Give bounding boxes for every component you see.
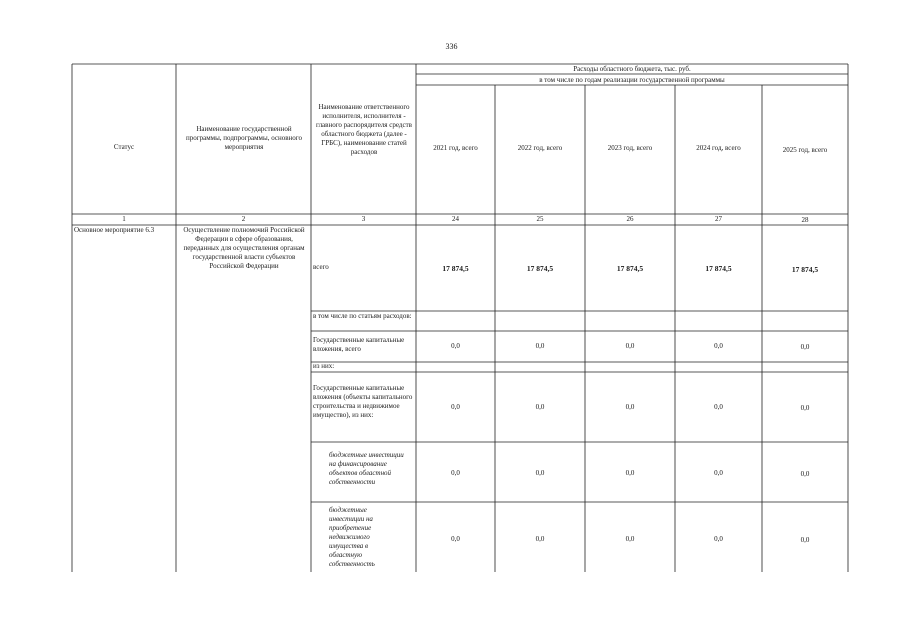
row-value-total: 17 874,5 <box>442 264 469 273</box>
header-year-2025: 2025 год, всего <box>782 146 828 154</box>
row-value-capital-investments: 0,0 <box>625 342 635 350</box>
row-value-investment-acquisition: 0,0 <box>535 535 545 543</box>
header-by-years: в том числе по годам реализации государственной программы <box>539 76 725 84</box>
row-value-capital-investments: 0,0 <box>535 342 545 350</box>
row-value-capital-construction: 0,0 <box>800 404 810 412</box>
row-value-capital-construction: 0,0 <box>714 403 723 411</box>
header-year-2023: 2023 год, всего <box>607 144 653 152</box>
header-year-2022: 2022 год, всего <box>517 144 563 152</box>
row-value-capital-construction: 0,0 <box>451 403 460 411</box>
row-value-capital-construction: 0,0 <box>535 403 545 411</box>
header-program-name: Наименование государственной программы, подпрограммы, основного мероприятия <box>186 125 302 151</box>
row-value-capital-investments: 0,0 <box>714 342 723 350</box>
row-value-investment-financing: 0,0 <box>535 469 545 477</box>
row-value-capital-investments: 0,0 <box>800 343 810 351</box>
header-year-2021: 2021 год, всего <box>433 144 478 152</box>
header-budget-group: Расходы областного бюджета, тыс. руб. <box>573 65 691 73</box>
row-value-total: 17 874,5 <box>705 264 732 273</box>
row-value-investment-financing: 0,0 <box>800 470 810 478</box>
program-value: Осуществление полномочий Российской Федерации в сфере образования, переданных для осуществления органам государственной власти субъектов Российской Федерации <box>183 226 305 270</box>
row-label-capital-construction: Государственные капитальные вложения (объекты капитального строительства и недвижимое имущество), из них: <box>313 384 413 419</box>
row-value-investment-financing: 0,0 <box>625 469 635 477</box>
column-number: 28 <box>801 216 809 224</box>
header-executor: Наименование ответственного исполнителя, исполнителя - главного распорядителя средств областного бюджета (далее - ГРБС), наименование статей расходов <box>316 103 412 156</box>
row-value-total: 17 874,5 <box>791 265 819 274</box>
column-number: 3 <box>361 215 366 223</box>
row-value-capital-construction: 0,0 <box>625 403 635 411</box>
column-number: 27 <box>715 215 722 223</box>
row-value-investment-acquisition: 0,0 <box>625 535 635 543</box>
row-label-capital-investments: Государственные капитальные вложения, всего <box>313 336 405 353</box>
header-year-2024: 2024 год, всего <box>696 144 741 152</box>
column-number: 25 <box>536 215 544 223</box>
row-value-total: 17 874,5 <box>616 264 644 273</box>
row-value-investment-acquisition: 0,0 <box>714 535 723 543</box>
status-value: Основное мероприятие 6.3 <box>74 226 155 234</box>
row-value-investment-acquisition: 0,0 <box>800 536 810 544</box>
column-number: 1 <box>122 215 126 223</box>
row-value-investment-financing: 0,0 <box>714 469 723 477</box>
row-value-investment-financing: 0,0 <box>451 469 460 477</box>
row-label-total: всего <box>313 263 329 271</box>
page-number: 336 <box>445 42 458 51</box>
row-value-capital-investments: 0,0 <box>451 342 460 350</box>
row-label-of-which: из них: <box>313 362 335 370</box>
column-number: 24 <box>452 215 459 223</box>
row-label-investment-acquisition: бюджетные инвестиции на приобретение недвижимого имущества в областную собственность <box>329 506 375 568</box>
row-value-total: 17 874,5 <box>526 264 554 273</box>
column-number: 26 <box>626 215 634 223</box>
row-label-breakdown: в том числе по статьям расходов: <box>313 312 412 320</box>
row-value-investment-acquisition: 0,0 <box>451 535 460 543</box>
header-status: Статус <box>113 143 135 151</box>
row-label-investment-financing: бюджетные инвестиции на финансирование объектов областной собственности <box>329 451 404 486</box>
column-number: 2 <box>241 215 246 223</box>
